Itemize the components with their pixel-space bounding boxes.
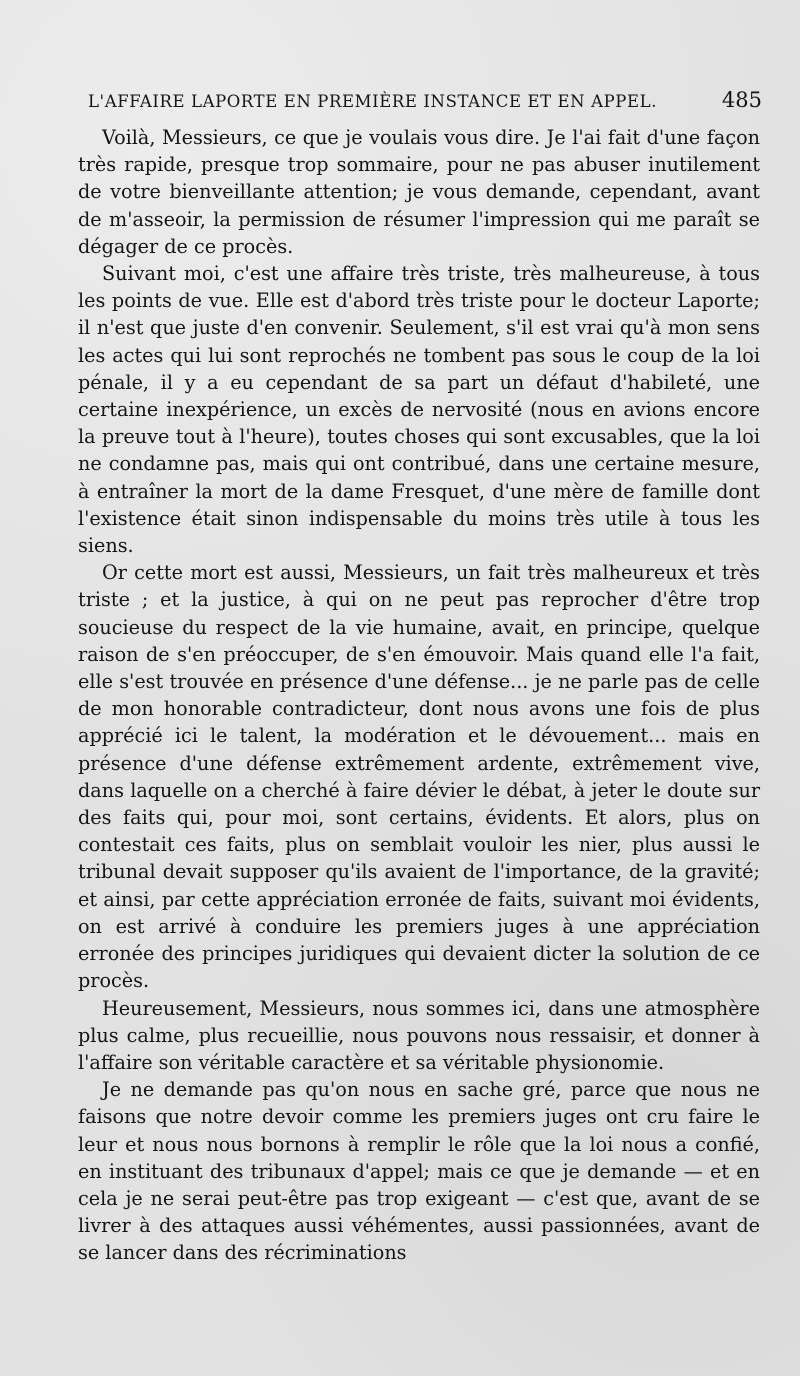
paragraph: Or cette mort est aussi, Messieurs, un fait très malheureux et très triste ; et la justice, à qui on ne peut pas reprocher d'être trop soucieuse du respect de la vie humaine, avait, en principe, quelque raison de s'en préoccuper, de s'en émouvoir. Mais quand elle l'a fait, elle s'est trouvée en présence d'une défense... je ne parle pas de celle de mon honorable contradicteur, dont nous avons une fois de plus apprécié ici le talent, la modération et le dévouement... mais en présence d'une défense extrêmement ardente, extrêmement vive, dans laquelle on a cherché à faire dévier le débat, à jeter le doute sur des faits qui, pour moi, sont certains, évidents. Et alors, plus on contestait ces faits, plus on semblait vouloir les nier, plus aussi le tribunal devait supposer qu'ils avaient de l'importance, de la gravité; et ainsi, par cette appréciation erronée de faits, suivant moi évidents, on est arrivé à conduire les premiers juges à une appréciation erronée des principes juridiques qui devaient dicter la solution de ce procès. (78, 561, 760, 993)
paragraph: Heureusement, Messieurs, nous sommes ici, dans une atmosphère plus calme, plus recueillie, nous pouvons nous ressaisir, et donner à l'affaire son véritable caractère et sa véritable physionomie. (78, 996, 760, 1074)
paragraph: Je ne demande pas qu'on nous en sache gré, parce que nous ne faisons que notre devoir comme les premiers juges ont cru faire le leur et nous nous bornons à remplir le rôle que la loi nous a confié, en instituant des tribunaux d'appel; mais ce que je demande — et en cela je ne serai peut-être pas trop exigeant — c'est que, avant de se livrer à des attaques aussi véhémentes, aussi passionnées, avant de se lancer dans des récriminations (78, 1078, 760, 1265)
body-text (78, 124, 760, 1267)
page-number: 485 (721, 88, 762, 112)
running-title: L'AFFAIRE LAPORTE EN PREMIÈRE INSTANCE ET EN APPEL. (88, 92, 658, 111)
paragraph: Suivant moi, c'est une affaire très triste, très malheureuse, à tous les points de vue. Elle est d'abord très triste pour le docteur Laporte; il n'est que juste d'en convenir. Seulement, s'il est vrai qu'à mon sens les actes qui lui sont reprochés ne tombent pas sous le coup de la loi pénale, il y a eu cependant de sa part un défaut d'habileté, une certaine inexpérience, un excès de nervosité (nous en avions encore la preuve tout à l'heure), toutes choses qui sont excusables, que la loi ne condamne pas, mais qui ont contribué, dans une certaine mesure, à entraîner la mort de la dame Fresquet, d'une mère de famille dont l'existence était sinon indispensable du moins très utile à tous les siens. (78, 262, 760, 558)
paragraph: Voilà, Messieurs, ce que je voulais vous dire. Je l'ai fait d'une façon très rapide, presque trop sommaire, pour ne pas abuser inutilement de votre bienveillante attention; je vous demande, cependant, avant de m'asseoir, la permission de résumer l'impression qui me paraît se dégager de ce procès. (78, 126, 760, 258)
running-header (88, 88, 762, 112)
